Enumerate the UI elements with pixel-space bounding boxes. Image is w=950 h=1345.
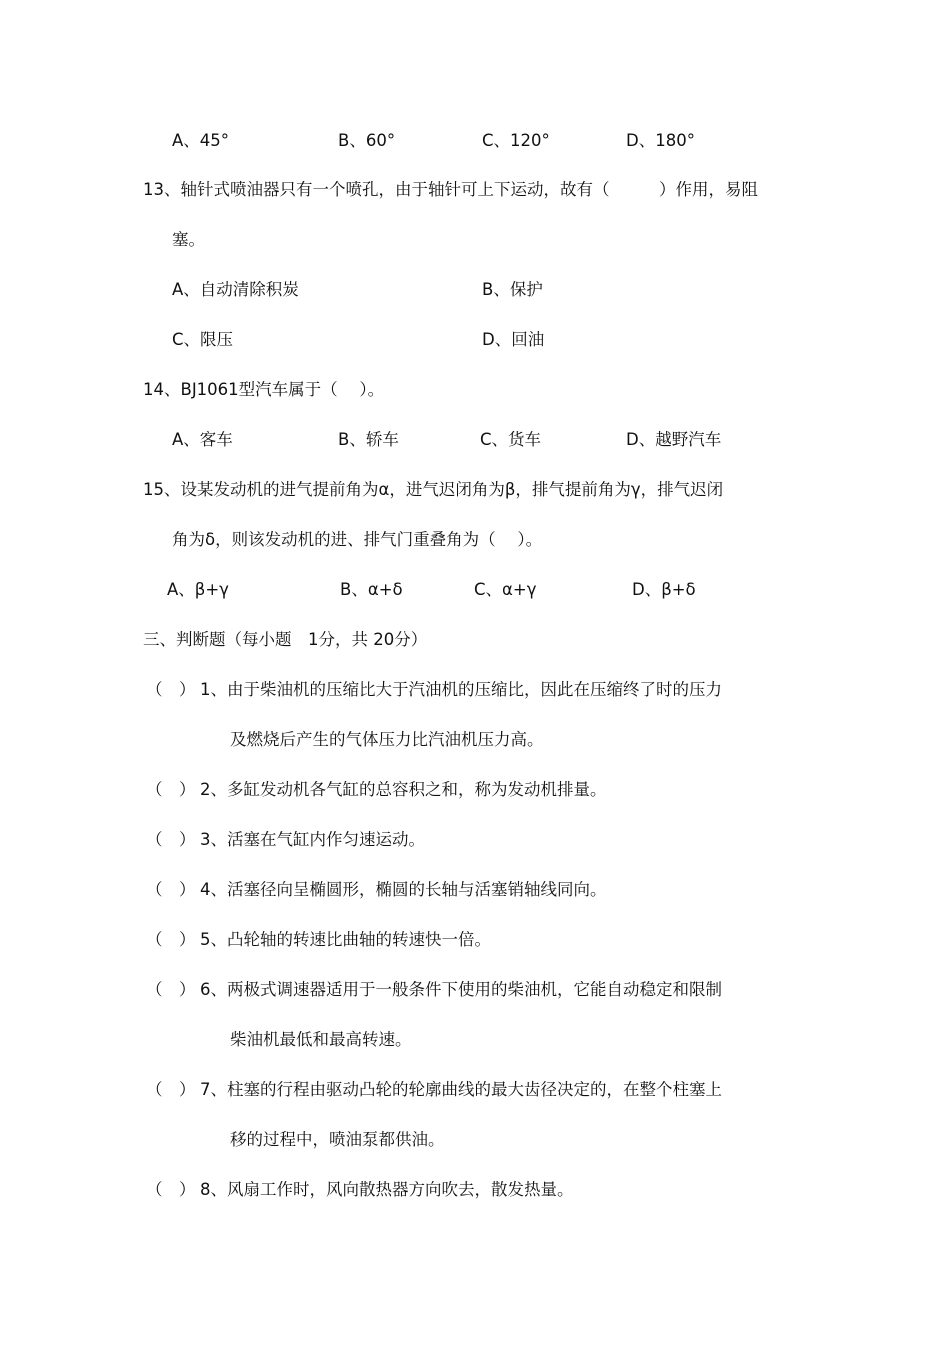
judgement-statement: 5、凸轮轴的转速比曲轴的转速快一倍。 xyxy=(200,930,491,949)
q14-stem: 14、BJ1061型汽车属于（ ）。 xyxy=(143,380,385,399)
judgement-answer-bracket: （ ） xyxy=(146,680,196,699)
q12-option-c: C、120° xyxy=(482,131,550,150)
judgement-statement-cont: 移的过程中，喷油泵都供油。 xyxy=(230,1130,445,1149)
judgement-statement: 6、两极式调速器适用于一般条件下使用的柴油机，它能自动稳定和限制 xyxy=(200,980,722,999)
judgement-statement-cont: 柴油机最低和最高转速。 xyxy=(230,1030,412,1049)
judgement-statement: 1、由于柴油机的压缩比大于汽油机的压缩比，因此在压缩终了时的压力 xyxy=(200,680,722,699)
section3-title: 三、判断题（每小题 1分，共 20分） xyxy=(143,630,428,649)
q13-option-c: C、限压 xyxy=(172,330,234,349)
q14-option-b: B、轿车 xyxy=(338,430,399,449)
judgement-statement: 2、多缸发动机各气缸的总容积之和，称为发动机排量。 xyxy=(200,780,607,799)
q15-stem-cont: 角为δ，则该发动机的进、排气门重叠角为（ ）。 xyxy=(172,530,543,549)
q15-stem: 15、设某发动机的进气提前角为α，进气迟闭角为β，排气提前角为γ，排气迟闭 xyxy=(143,480,724,499)
judgement-statement: 8、风扇工作时，风向散热器方向吹去，散发热量。 xyxy=(200,1180,574,1199)
q13-option-a: A、自动清除积炭 xyxy=(172,280,299,299)
judgement-answer-bracket: （ ） xyxy=(146,1180,196,1199)
judgement-answer-bracket: （ ） xyxy=(146,930,196,949)
judgement-statement: 7、柱塞的行程由驱动凸轮的轮廓曲线的最大齿径决定的，在整个柱塞上 xyxy=(200,1080,722,1099)
judgement-answer-bracket: （ ） xyxy=(146,830,196,849)
q12-option-a: A、45° xyxy=(172,131,230,150)
judgement-answer-bracket: （ ） xyxy=(146,1080,196,1099)
q12-option-b: B、60° xyxy=(338,131,396,150)
q12-option-d: D、180° xyxy=(626,131,695,150)
judgement-answer-bracket: （ ） xyxy=(146,980,196,999)
judgement-statement: 3、活塞在气缸内作匀速运动。 xyxy=(200,830,425,849)
q13-stem: 13、轴针式喷油器只有一个喷孔，由于轴针可上下运动，故有（ ）作用，易阻 xyxy=(143,180,758,199)
q14-option-d: D、越野汽车 xyxy=(626,430,722,449)
q15-option-d: D、β+δ xyxy=(632,580,696,599)
q15-option-a: A、β+γ xyxy=(167,580,229,599)
q13-option-d: D、回油 xyxy=(482,330,545,349)
judgement-statement-cont: 及燃烧后产生的气体压力比汽油机压力高。 xyxy=(230,730,544,749)
judgement-statement: 4、活塞径向呈椭圆形，椭圆的长轴与活塞销轴线同向。 xyxy=(200,880,607,899)
judgement-answer-bracket: （ ） xyxy=(146,880,196,899)
q15-option-c: C、α+γ xyxy=(474,580,537,599)
q14-option-a: A、客车 xyxy=(172,430,233,449)
q13-option-b: B、保护 xyxy=(482,280,543,299)
q15-option-b: B、α+δ xyxy=(340,580,403,599)
q13-stem-cont: 塞。 xyxy=(172,230,205,249)
q14-option-c: C、货车 xyxy=(480,430,542,449)
judgement-answer-bracket: （ ） xyxy=(146,780,196,799)
